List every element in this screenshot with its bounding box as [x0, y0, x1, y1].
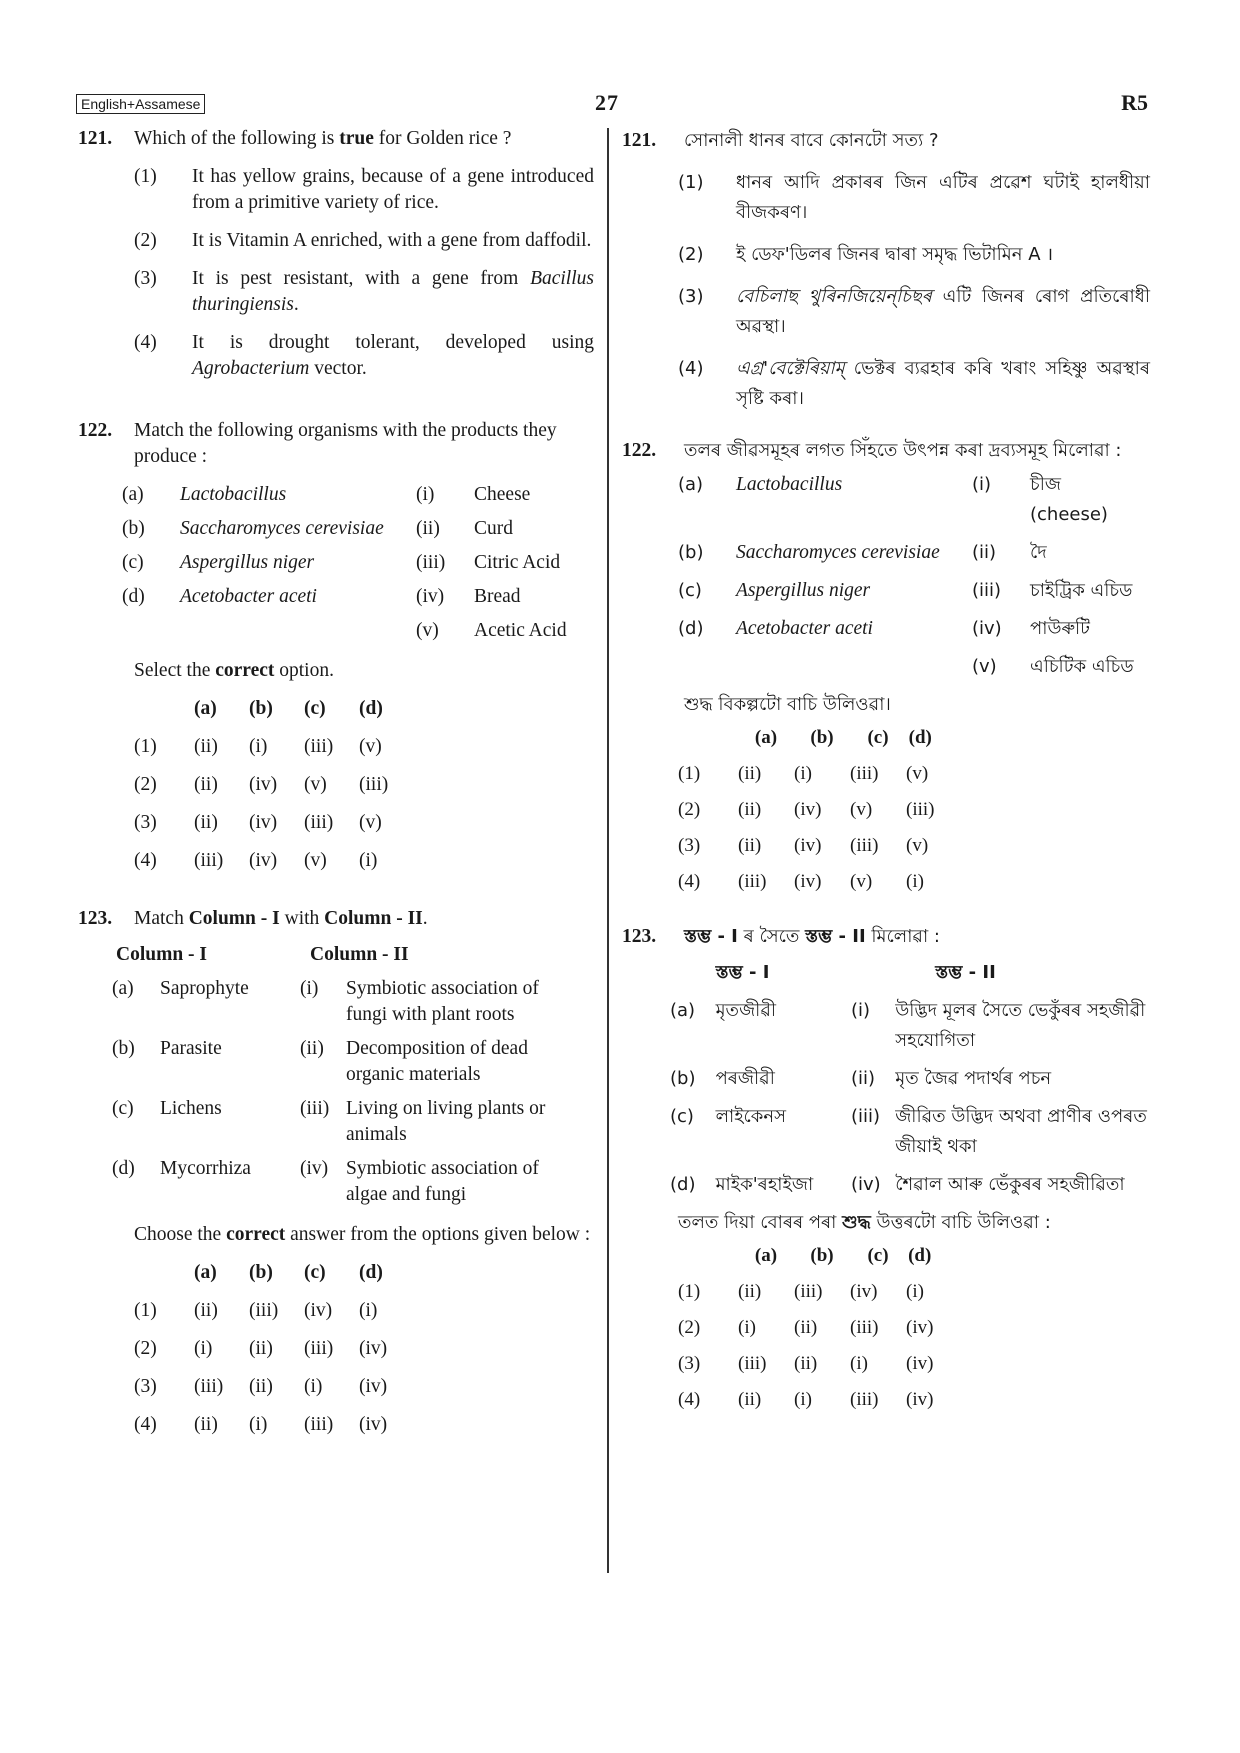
question-stem: স্তম্ভ - I ৰ সৈতে স্তম্ভ - II মিলোৱা :	[684, 926, 940, 947]
answer-options: (a) (b) (c) (d) (1) (ii) (iii) (iv) (i) (2) (i) (ii) (iii) (iv) (3) (iii) (ii) (i) (iv) (4) (ii) (i) (iii) (iv)	[134, 1254, 419, 1444]
option-4: (4) এগ্ৰ'বেক্টেৰিয়াম্‌ ভেক্টৰ ব্যৱহাৰ কৰি খৰাং সহিষ্ণু অৱস্থাৰ সৃষ্টি কৰা।	[678, 358, 1150, 409]
table-row: (a) Lactobacillus (i) Cheese	[122, 484, 531, 505]
english-column	[78, 126, 594, 1466]
question-122-en	[78, 418, 594, 880]
answer-row: (2) (i) (ii) (iii) (iv)	[134, 1338, 388, 1359]
answer-row: (2) (ii) (iv) (v) (iii)	[134, 774, 389, 795]
answer-row: (3) (ii) (iv) (iii) (v)	[134, 812, 382, 833]
table-row: (c) লাইকেনস (iii) জীৱিত উদ্ভিদ অথবা প্ৰাণীৰ ওপৰত জীয়াই থকা	[670, 1106, 1147, 1157]
select-instruction: শুদ্ধ বিকল্পটো বাচি উলিওৱা।	[684, 694, 891, 715]
option-2: (2) It is Vitamin A enriched, with a gene from daffodil.	[134, 230, 592, 251]
booklet-code: R5	[1121, 90, 1148, 115]
option-4: (4) It is drought tolerant, developed using Agrobacterium vector.	[134, 332, 594, 379]
answer-row: (2) (i) (ii) (iii) (iv)	[678, 1317, 934, 1338]
page-number: 27	[595, 90, 619, 115]
option-3: (3) বেচিলাছ থুৰিনজিয়েন্‌চিছৰ এটি জিনৰ ৰোগ প্ৰতিৰোধী অৱস্থা।	[678, 286, 1150, 337]
answer-row: (1) (ii) (i) (iii) (v)	[678, 763, 929, 784]
column-2-heading: Column - II	[310, 944, 409, 965]
match-table	[122, 478, 584, 648]
table-row: (d) মাইক'ৰহাইজা (iv) শৈৱাল আৰু ভেঁকুৰৰ সহজীৱিতা	[670, 1174, 1125, 1195]
question-121-en	[78, 126, 594, 382]
question-stem: সোনালী ধানৰ বাবে কোনটো সত্য ?	[684, 130, 939, 151]
column-match-table	[112, 938, 582, 1212]
question-stem: তলৰ জীৱসমূহৰ লগত সিঁহতে উৎপন্ন কৰা দ্ৰব্যসমূহ মিলোৱা :	[684, 440, 1122, 461]
table-row: (b) Saccharomyces cerevisiae (ii) দৈ	[678, 542, 1047, 563]
column-divider	[607, 128, 609, 1573]
answer-row: (3) (ii) (iv) (iii) (v)	[678, 835, 929, 856]
select-instruction: Select the correct option.	[134, 660, 334, 681]
answer-options: (a) (b) (c) (d) (1) (ii) (i) (iii) (v) (2) (ii) (iv) (v) (iii) (3) (ii) (iv) (iii) (v) (4) (iii) (iv) (v) (i)	[678, 720, 935, 900]
question-number: 122.	[78, 420, 113, 441]
table-row: (v) এচিটিক এচিড	[972, 656, 1134, 677]
table-row: (d) Mycorrhiza (iv) Symbiotic association of algae and fungi	[112, 1158, 539, 1205]
table-row: (d) Acetobacter aceti (iv) Bread	[122, 586, 521, 607]
column-2-heading: স্তম্ভ - II	[935, 962, 996, 983]
question-123-as	[622, 922, 1150, 1418]
question-number: 122.	[622, 440, 657, 461]
question-123-en	[78, 906, 594, 1444]
question-number: 121.	[622, 130, 657, 151]
table-row: (a) মৃতজীৱী (i) উদ্ভিদ মূলৰ সৈতে ভেকুঁৰৰ সহজীৱী সহযোগিতা	[670, 1000, 1146, 1051]
answer-row: (4) (iii) (iv) (v) (i)	[134, 850, 378, 871]
answer-options: (a) (b) (c) (d) (1) (ii) (i) (iii) (v) (2) (ii) (iv) (v) (iii) (3) (ii) (iv) (iii) (v) (4) (iii) (iv) (v) (i)	[134, 690, 419, 880]
answer-row: (3) (iii) (ii) (i) (iv)	[678, 1353, 934, 1374]
question-stem: Match the following organisms with the products they produce :	[134, 420, 557, 467]
column-match-table	[670, 954, 1150, 1204]
language-label: English+Assamese	[76, 94, 205, 114]
answer-row: (3) (iii) (ii) (i) (iv)	[134, 1376, 388, 1397]
table-row: (v) Acetic Acid	[416, 620, 567, 641]
option-1: (1) ধানৰ আদি প্ৰকাৰৰ জিন এটিৰ প্ৰৱেশ ঘটাই হালধীয়া বীজকৰণ।	[678, 172, 1150, 223]
answer-options: (a) (b) (c) (d) (1) (ii) (iii) (iv) (i) (2) (i) (ii) (iii) (iv) (3) (iii) (ii) (i) (iv) (4) (ii) (i) (iii) (iv)	[678, 1238, 933, 1418]
choose-instruction: তলত দিয়া বোৰৰ পৰা শুদ্ধ উত্তৰটো বাচি উলিওৱা :	[678, 1212, 1051, 1233]
table-row: (b) পৰজীৱী (ii) মৃত জৈৱ পদাৰ্থৰ পচন	[670, 1068, 1052, 1089]
table-row: (a) Lactobacillus (i) চীজ (cheese)	[678, 474, 1108, 525]
answer-row: (2) (ii) (iv) (v) (iii)	[678, 799, 935, 820]
answer-row: (4) (ii) (i) (iii) (iv)	[678, 1389, 934, 1410]
answer-row: (1) (ii) (iii) (iv) (i)	[678, 1281, 924, 1302]
question-number: 121.	[78, 128, 113, 149]
table-row: (b) Saccharomyces cerevisiae (ii) Curd	[122, 518, 513, 539]
question-121-as	[622, 126, 1150, 414]
table-row: (c) Lichens (iii) Living on living plants or animals	[112, 1098, 546, 1145]
option-1: (1) It has yellow grains, because of a gene introduced from a primitive variety of rice.	[134, 166, 594, 213]
column-1-heading: স্তম্ভ - I	[715, 962, 770, 983]
table-row: (c) Aspergillus niger (iii) Citric Acid	[122, 552, 561, 573]
question-number: 123.	[622, 926, 657, 947]
table-row: (c) Aspergillus niger (iii) চাইট্ৰিক এচিড	[678, 580, 1133, 601]
question-number: 123.	[78, 908, 113, 929]
option-3: (3) It is pest resistant, with a gene from Bacillus thuringiensis.	[134, 268, 594, 315]
answer-row: (1) (ii) (i) (iii) (v)	[134, 736, 382, 757]
table-row: (a) Saprophyte (i) Symbiotic association of fungi with plant roots	[112, 978, 539, 1025]
answer-row: (4) (ii) (i) (iii) (iv)	[134, 1414, 388, 1435]
table-row: (b) Parasite (ii) Decomposition of dead organic materials	[112, 1038, 528, 1085]
question-stem: Match Column - I with Column - II.	[134, 908, 428, 929]
choose-instruction: Choose the correct answer from the options given below :	[134, 1224, 591, 1245]
option-2: (2) ই ডেফ'ডিলৰ জিনৰ দ্বাৰা সমৃদ্ধ ভিটামিন A ।	[678, 244, 1054, 265]
column-1-heading: Column - I	[116, 944, 208, 965]
match-table	[678, 466, 1140, 686]
answer-row: (1) (ii) (iii) (iv) (i)	[134, 1300, 378, 1321]
question-122-as	[622, 436, 1150, 900]
answer-row: (4) (iii) (iv) (v) (i)	[678, 871, 924, 892]
table-row: (d) Acetobacter aceti (iv) পাউৰুটি	[678, 618, 1090, 639]
assamese-column	[622, 126, 1150, 1440]
question-stem: Which of the following is true for Golden rice ?	[134, 128, 512, 149]
